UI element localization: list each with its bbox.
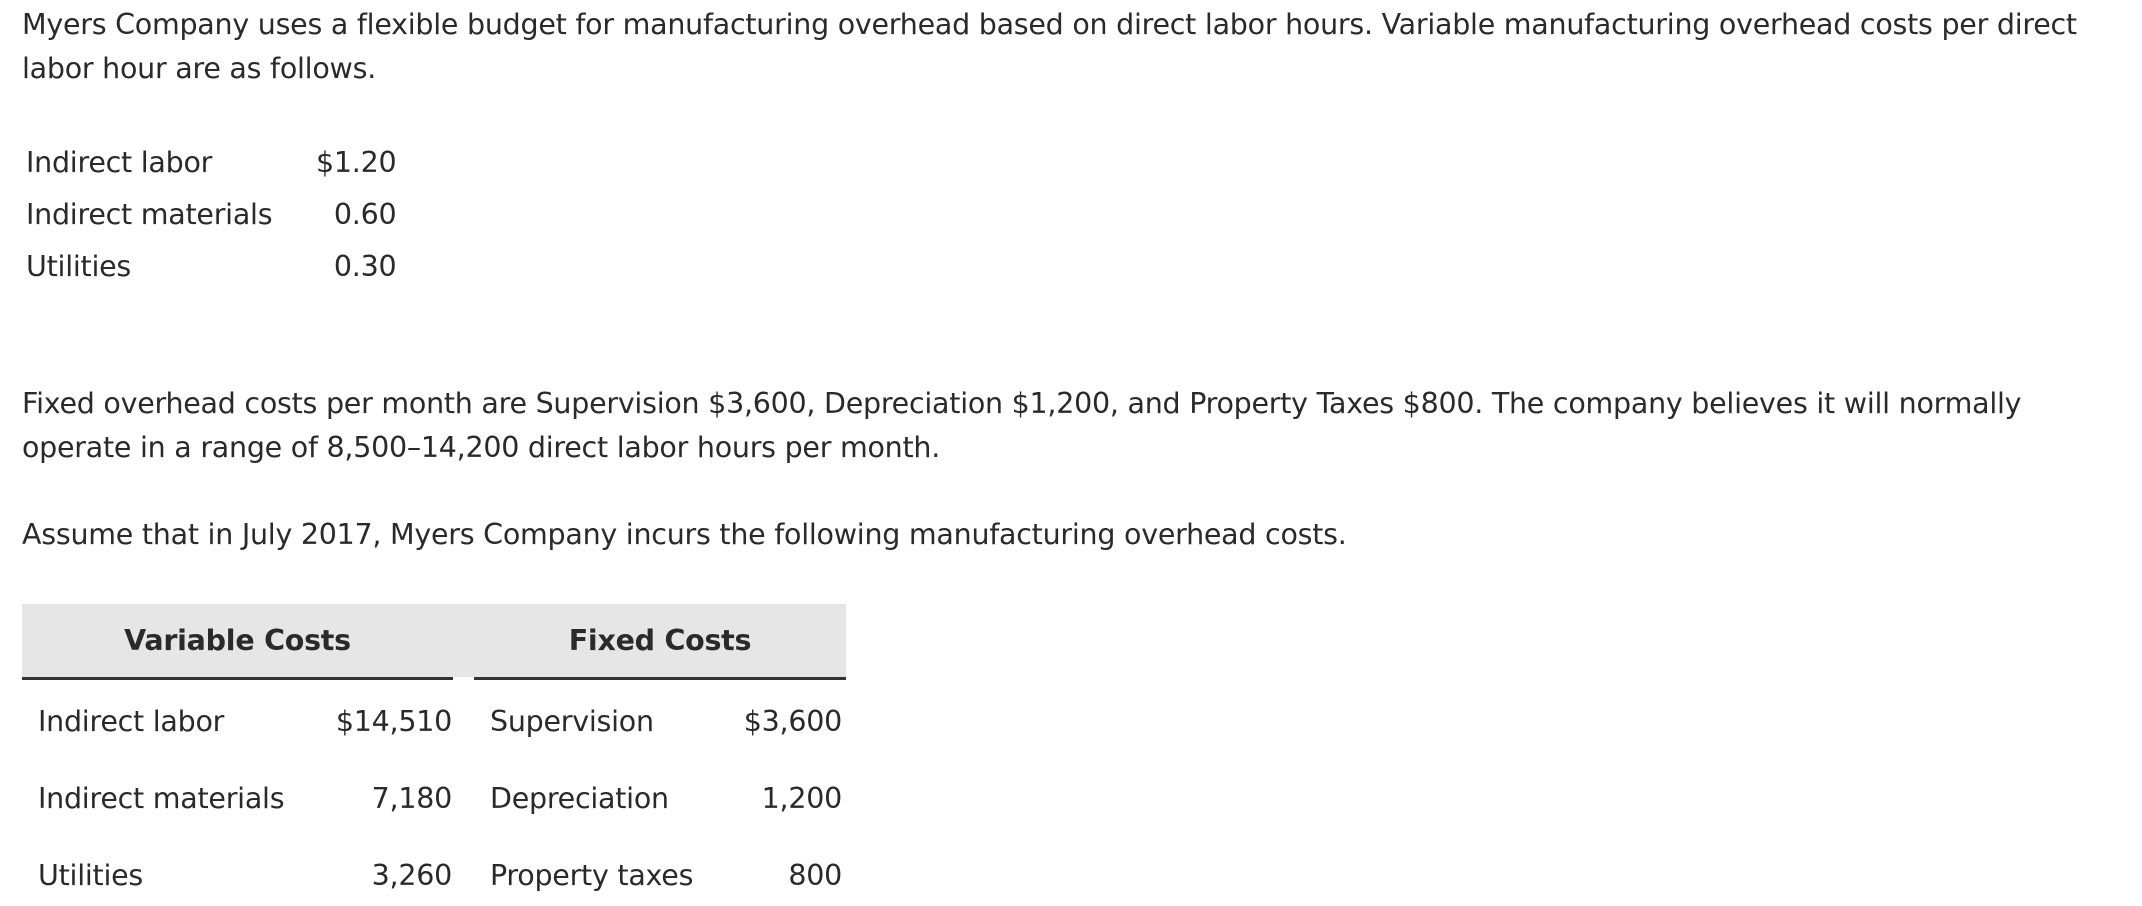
rate-label: Indirect materials (26, 197, 273, 231)
rate-value: 0.60 (333, 197, 397, 231)
cost-table-row (22, 769, 852, 829)
fixed-cost-label: Depreciation (490, 782, 669, 815)
fixed-costs-paragraph: Fixed overhead costs per month are Supervision $3,600, Depreciation $1,200, and Property Taxes $800. The company believes it will normally operate in a range of 8,500–14,200 direct labor hours per month. (22, 387, 2022, 464)
cost-table-row (22, 692, 852, 752)
header-divider (453, 604, 474, 677)
intro-paragraph: Myers Company uses a flexible budget for manufacturing overhead based on direct labor hours. Variable manufacturing overhead costs per direct labor hour are as follows. (22, 8, 2077, 85)
fixed-cost-amount: $3,600 (743, 705, 842, 738)
rate-value: 0.30 (333, 249, 397, 283)
fixed-cost-amount: 800 (788, 859, 842, 892)
variable-cost-amount: $14,510 (335, 705, 452, 738)
variable-rates-table (26, 136, 396, 292)
rate-row (26, 188, 396, 240)
variable-cost-amount: 7,180 (371, 782, 452, 815)
rate-label: Indirect labor (26, 145, 213, 179)
cost-table-row (22, 846, 852, 906)
variable-costs-header: Variable Costs (22, 604, 453, 680)
fixed-cost-label: Supervision (490, 705, 654, 738)
rate-value: $1.20 (316, 145, 397, 179)
variable-cost-label: Utilities (38, 859, 144, 892)
variable-cost-amount: 3,260 (371, 859, 452, 892)
rate-row (26, 240, 396, 292)
rate-label: Utilities (26, 249, 132, 283)
fixed-cost-amount: 1,200 (761, 782, 842, 815)
assumption-paragraph: Assume that in July 2017, Myers Company incurs the following manufacturing overhead costs. (22, 518, 1347, 551)
fixed-cost-label: Property taxes (490, 859, 694, 892)
variable-cost-label: Indirect materials (38, 782, 285, 815)
fixed-costs-header: Fixed Costs (474, 604, 846, 680)
variable-cost-label: Indirect labor (38, 705, 225, 738)
rate-row (26, 136, 396, 188)
